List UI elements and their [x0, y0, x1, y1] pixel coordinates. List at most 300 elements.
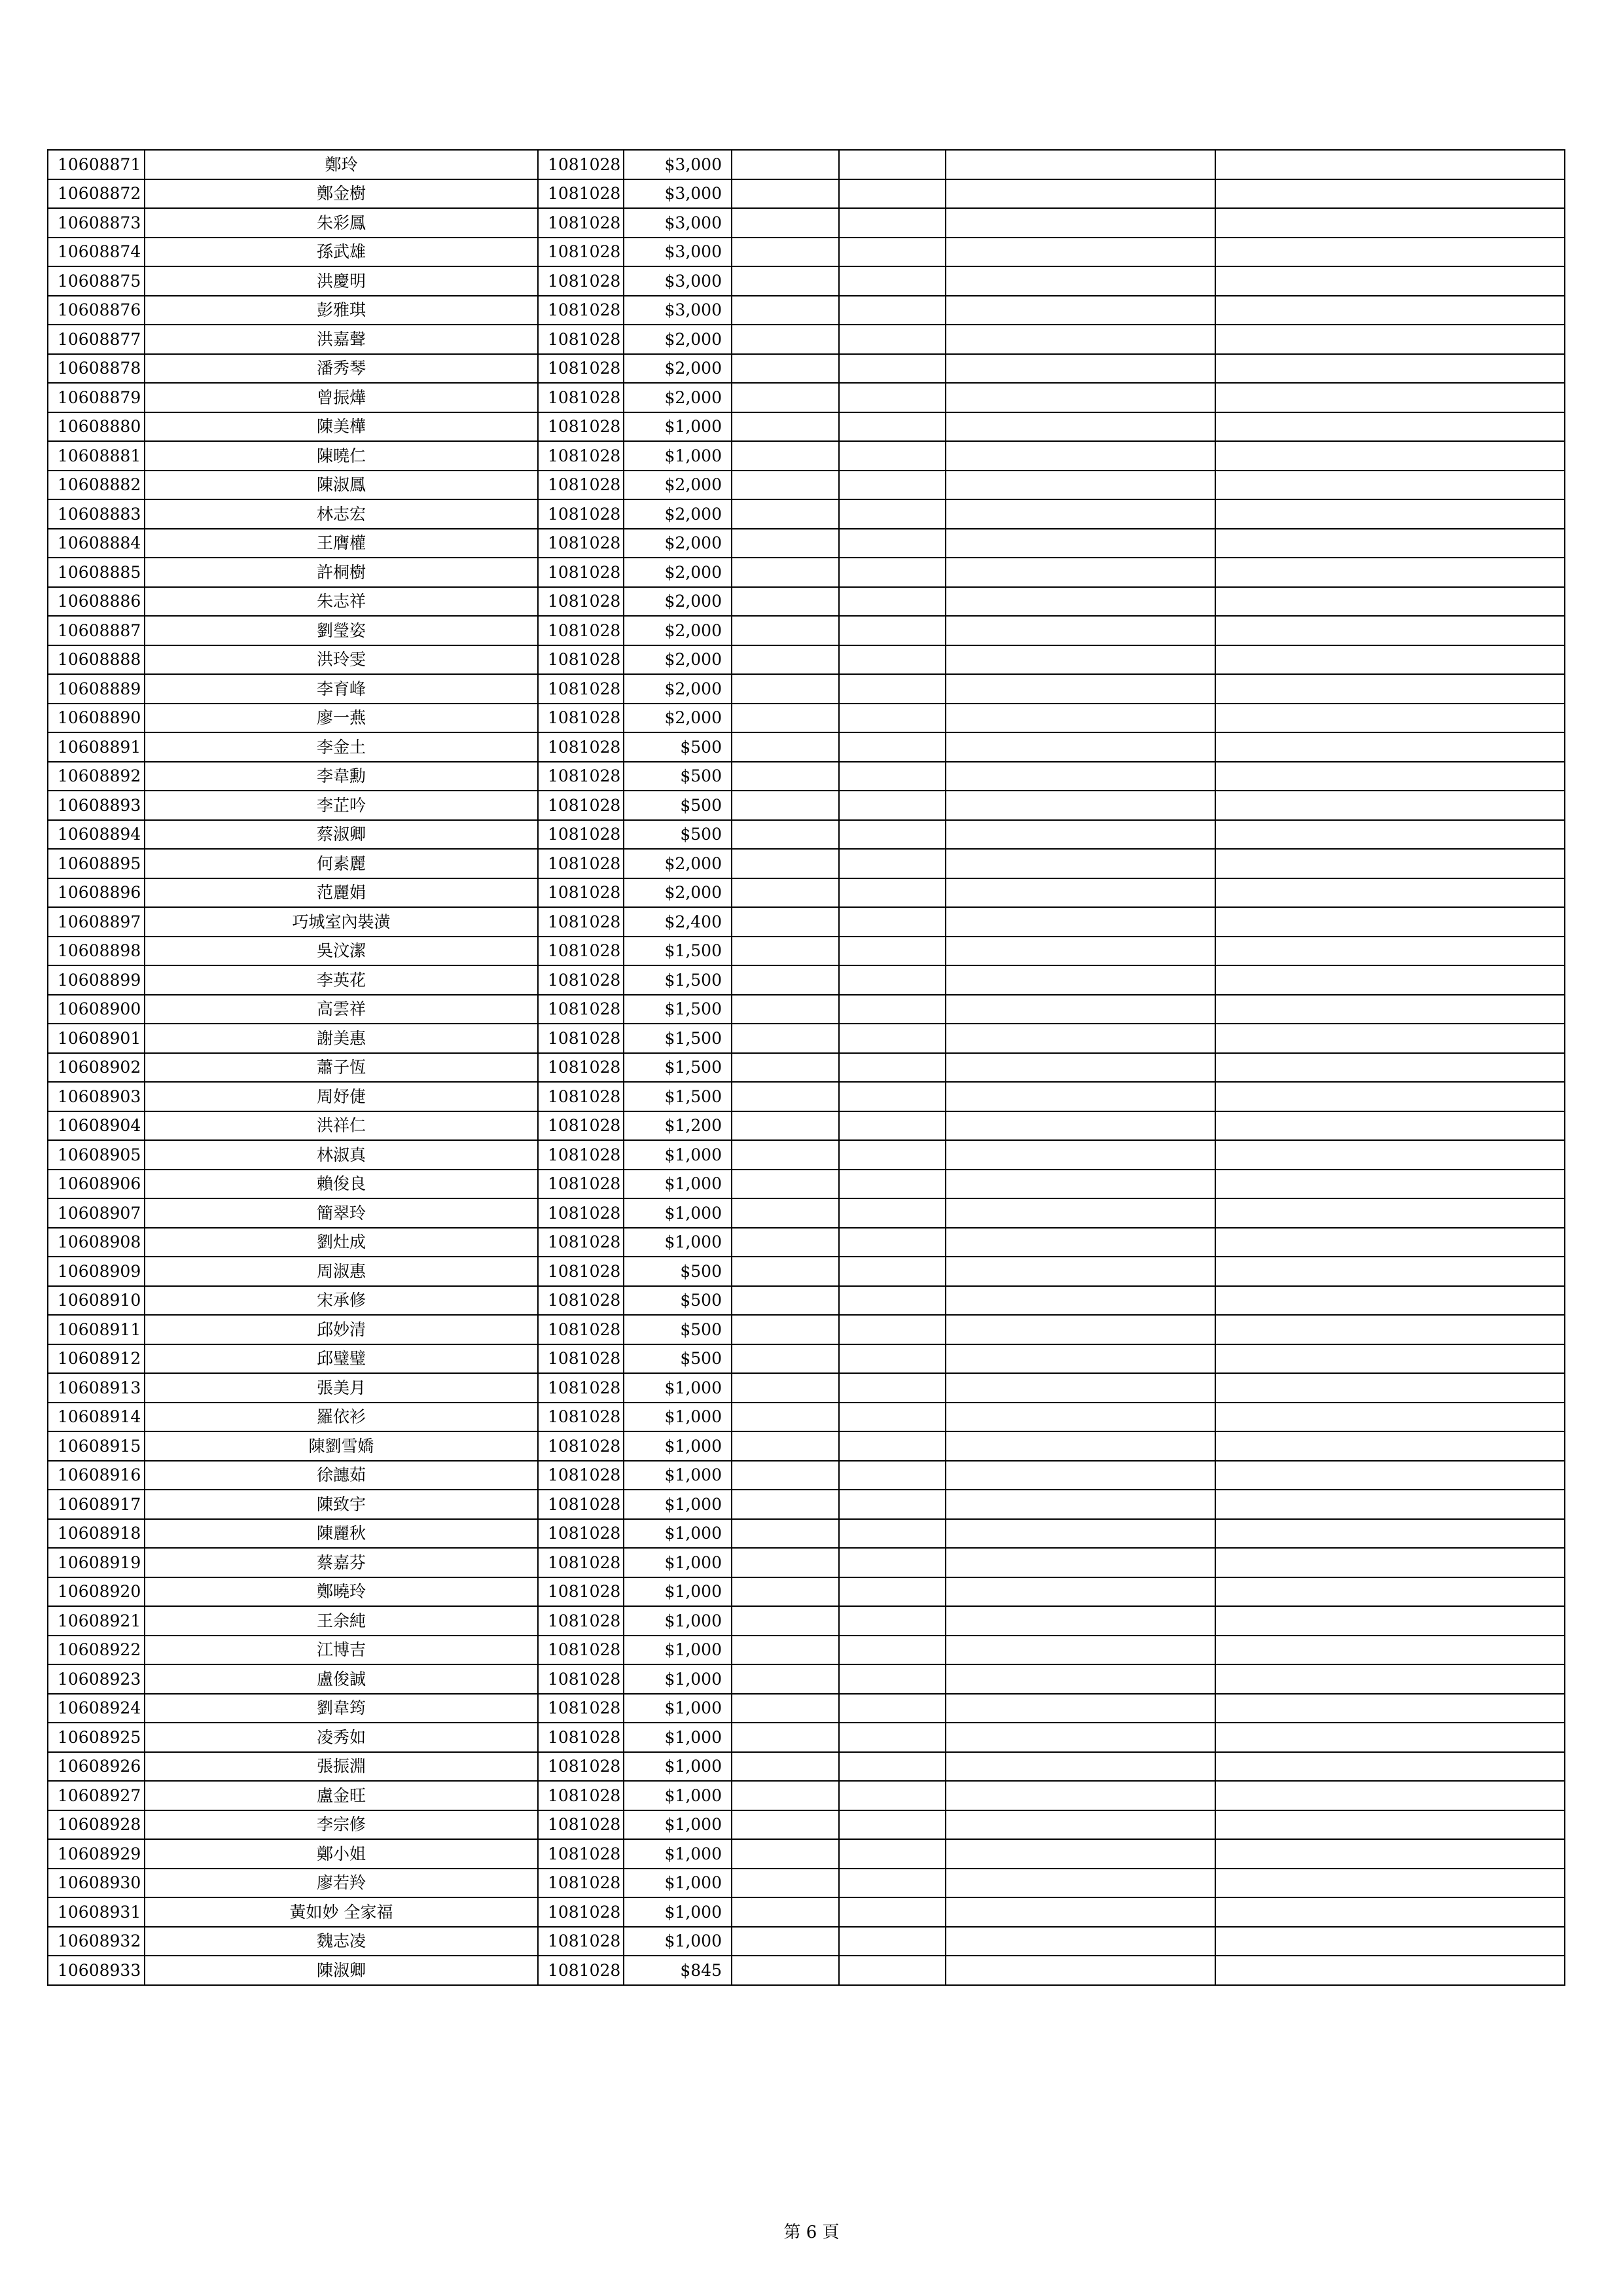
- date-cell: 1081028: [538, 1694, 624, 1723]
- empty-cell: [839, 471, 946, 500]
- empty-cell: [732, 849, 839, 878]
- empty-cell: [946, 1140, 1215, 1170]
- empty-cell: [839, 1606, 946, 1636]
- date-cell: 1081028: [538, 1315, 624, 1344]
- table-row: [48, 1781, 1565, 1810]
- empty-cell: [1215, 179, 1565, 209]
- empty-cell: [1215, 907, 1565, 937]
- empty-cell: [946, 1548, 1215, 1577]
- empty-cell: [732, 1082, 839, 1111]
- date-cell: 1081028: [538, 791, 624, 820]
- donor-name-cell: 廖若羚: [145, 1869, 538, 1898]
- donor-name-cell: 巧城室內裝潢: [145, 907, 538, 937]
- receipt-id-cell: 10608930: [48, 1869, 145, 1898]
- table-row: [48, 849, 1565, 878]
- empty-cell: [946, 471, 1215, 500]
- donor-name-cell: 王余純: [145, 1606, 538, 1636]
- table-row: [48, 499, 1565, 529]
- amount-cell: $2,000: [624, 558, 732, 587]
- empty-cell: [839, 1636, 946, 1665]
- empty-cell: [1215, 587, 1565, 617]
- empty-cell: [839, 1053, 946, 1083]
- empty-cell: [946, 1839, 1215, 1869]
- date-cell: 1081028: [538, 471, 624, 500]
- empty-cell: [1215, 995, 1565, 1024]
- empty-cell: [839, 1257, 946, 1286]
- empty-cell: [732, 441, 839, 471]
- donor-name-cell: 陳曉仁: [145, 441, 538, 471]
- amount-cell: $2,000: [624, 674, 732, 704]
- empty-cell: [732, 1694, 839, 1723]
- receipt-id-cell: 10608927: [48, 1781, 145, 1810]
- table-row: [48, 1286, 1565, 1316]
- empty-cell: [1215, 937, 1565, 966]
- donor-name-cell: 鄭金樹: [145, 179, 538, 209]
- empty-cell: [1215, 878, 1565, 908]
- table-row: [48, 1927, 1565, 1956]
- empty-cell: [1215, 1257, 1565, 1286]
- donor-name-cell: 劉灶成: [145, 1228, 538, 1257]
- date-cell: 1081028: [538, 412, 624, 442]
- empty-cell: [732, 1810, 839, 1840]
- amount-cell: $1,000: [624, 441, 732, 471]
- empty-cell: [839, 1082, 946, 1111]
- table-row: [48, 587, 1565, 617]
- receipt-id-cell: 10608911: [48, 1315, 145, 1344]
- empty-cell: [732, 208, 839, 238]
- empty-cell: [946, 820, 1215, 850]
- empty-cell: [1215, 1636, 1565, 1665]
- empty-cell: [946, 529, 1215, 558]
- donor-name-cell: 潘秀琴: [145, 354, 538, 384]
- donor-name-cell: 廖一燕: [145, 704, 538, 733]
- donor-name-cell: 蔡淑卿: [145, 820, 538, 850]
- donor-name-cell: 范麗娟: [145, 878, 538, 908]
- date-cell: 1081028: [538, 1752, 624, 1782]
- receipt-id-cell: 10608878: [48, 354, 145, 384]
- donor-name-cell: 蔡嘉芬: [145, 1548, 538, 1577]
- amount-cell: $1,000: [624, 1839, 732, 1869]
- receipt-id-cell: 10608882: [48, 471, 145, 500]
- amount-cell: $1,000: [624, 1810, 732, 1840]
- empty-cell: [732, 965, 839, 995]
- table-row: [48, 1723, 1565, 1752]
- amount-cell: $2,000: [624, 849, 732, 878]
- amount-cell: $1,000: [624, 1897, 732, 1927]
- empty-cell: [839, 383, 946, 412]
- donor-name-cell: 孫武雄: [145, 238, 538, 267]
- empty-cell: [946, 1403, 1215, 1432]
- date-cell: 1081028: [538, 1140, 624, 1170]
- receipt-id-cell: 10608874: [48, 238, 145, 267]
- receipt-id-cell: 10608879: [48, 383, 145, 412]
- empty-cell: [732, 1315, 839, 1344]
- empty-cell: [946, 645, 1215, 675]
- empty-cell: [946, 616, 1215, 645]
- receipt-id-cell: 10608913: [48, 1373, 145, 1403]
- empty-cell: [1215, 849, 1565, 878]
- empty-cell: [732, 1577, 839, 1607]
- donor-name-cell: 陳美樺: [145, 412, 538, 442]
- date-cell: 1081028: [538, 1869, 624, 1898]
- table-row: [48, 150, 1565, 179]
- empty-cell: [1215, 412, 1565, 442]
- receipt-id-cell: 10608880: [48, 412, 145, 442]
- amount-cell: $3,000: [624, 208, 732, 238]
- empty-cell: [946, 1024, 1215, 1053]
- receipt-id-cell: 10608897: [48, 907, 145, 937]
- empty-cell: [1215, 1869, 1565, 1898]
- receipt-id-cell: 10608898: [48, 937, 145, 966]
- empty-cell: [732, 1257, 839, 1286]
- date-cell: 1081028: [538, 965, 624, 995]
- amount-cell: $2,000: [624, 645, 732, 675]
- donor-name-cell: 謝美惠: [145, 1024, 538, 1053]
- empty-cell: [839, 907, 946, 937]
- empty-cell: [732, 1869, 839, 1898]
- amount-cell: $1,000: [624, 1606, 732, 1636]
- empty-cell: [732, 1286, 839, 1316]
- empty-cell: [839, 995, 946, 1024]
- amount-cell: $3,000: [624, 179, 732, 209]
- amount-cell: $2,000: [624, 529, 732, 558]
- empty-cell: [946, 1897, 1215, 1927]
- empty-cell: [732, 616, 839, 645]
- amount-cell: $3,000: [624, 238, 732, 267]
- empty-cell: [732, 1111, 839, 1141]
- empty-cell: [1215, 325, 1565, 354]
- amount-cell: $2,000: [624, 704, 732, 733]
- donor-name-cell: 邱璧璧: [145, 1344, 538, 1374]
- empty-cell: [1215, 1315, 1565, 1344]
- empty-cell: [946, 150, 1215, 179]
- donor-name-cell: 魏志凌: [145, 1927, 538, 1956]
- date-cell: 1081028: [538, 238, 624, 267]
- table-row: [48, 995, 1565, 1024]
- empty-cell: [839, 179, 946, 209]
- empty-cell: [946, 1694, 1215, 1723]
- receipt-id-cell: 10608933: [48, 1956, 145, 1985]
- empty-cell: [839, 208, 946, 238]
- empty-cell: [1215, 1082, 1565, 1111]
- date-cell: 1081028: [538, 1198, 624, 1228]
- date-cell: 1081028: [538, 1431, 624, 1461]
- date-cell: 1081028: [538, 1577, 624, 1607]
- ledger-body: [48, 150, 1565, 1985]
- table-row: [48, 354, 1565, 384]
- table-row: [48, 1519, 1565, 1549]
- empty-cell: [1215, 1286, 1565, 1316]
- date-cell: 1081028: [538, 1257, 624, 1286]
- receipt-id-cell: 10608909: [48, 1257, 145, 1286]
- empty-cell: [946, 878, 1215, 908]
- receipt-id-cell: 10608883: [48, 499, 145, 529]
- empty-cell: [839, 937, 946, 966]
- table-row: [48, 1403, 1565, 1432]
- empty-cell: [946, 1111, 1215, 1141]
- empty-cell: [946, 849, 1215, 878]
- donor-name-cell: 高雲祥: [145, 995, 538, 1024]
- amount-cell: $1,500: [624, 1024, 732, 1053]
- table-row: [48, 1606, 1565, 1636]
- empty-cell: [839, 238, 946, 267]
- donor-name-cell: 陳劉雪嬌: [145, 1431, 538, 1461]
- empty-cell: [839, 587, 946, 617]
- empty-cell: [839, 1315, 946, 1344]
- receipt-id-cell: 10608886: [48, 587, 145, 617]
- empty-cell: [732, 1519, 839, 1549]
- amount-cell: $500: [624, 1315, 732, 1344]
- empty-cell: [839, 1723, 946, 1752]
- receipt-id-cell: 10608873: [48, 208, 145, 238]
- receipt-id-cell: 10608903: [48, 1082, 145, 1111]
- donor-name-cell: 李宗修: [145, 1810, 538, 1840]
- receipt-id-cell: 10608884: [48, 529, 145, 558]
- receipt-id-cell: 10608915: [48, 1431, 145, 1461]
- date-cell: 1081028: [538, 849, 624, 878]
- empty-cell: [946, 1490, 1215, 1519]
- empty-cell: [732, 1198, 839, 1228]
- receipt-id-cell: 10608872: [48, 179, 145, 209]
- empty-cell: [1215, 1111, 1565, 1141]
- empty-cell: [732, 266, 839, 296]
- donation-ledger-table: [47, 149, 1565, 1986]
- amount-cell: $1,000: [624, 1140, 732, 1170]
- amount-cell: $1,000: [624, 1723, 732, 1752]
- empty-cell: [946, 1664, 1215, 1694]
- donor-name-cell: 陳淑卿: [145, 1956, 538, 1985]
- empty-cell: [732, 820, 839, 850]
- empty-cell: [732, 645, 839, 675]
- table-row: [48, 1869, 1565, 1898]
- donor-name-cell: 朱志祥: [145, 587, 538, 617]
- empty-cell: [732, 1956, 839, 1985]
- empty-cell: [1215, 1927, 1565, 1956]
- empty-cell: [839, 732, 946, 762]
- empty-cell: [946, 1577, 1215, 1607]
- donor-name-cell: 李金土: [145, 732, 538, 762]
- donor-name-cell: 洪玲雯: [145, 645, 538, 675]
- receipt-id-cell: 10608876: [48, 296, 145, 325]
- date-cell: 1081028: [538, 558, 624, 587]
- empty-cell: [946, 791, 1215, 820]
- amount-cell: $1,000: [624, 1403, 732, 1432]
- empty-cell: [839, 1897, 946, 1927]
- empty-cell: [839, 1927, 946, 1956]
- receipt-id-cell: 10608892: [48, 762, 145, 791]
- date-cell: 1081028: [538, 1519, 624, 1549]
- table-row: [48, 1198, 1565, 1228]
- empty-cell: [946, 1286, 1215, 1316]
- amount-cell: $1,500: [624, 937, 732, 966]
- receipt-id-cell: 10608890: [48, 704, 145, 733]
- table-row: [48, 412, 1565, 442]
- date-cell: 1081028: [538, 1781, 624, 1810]
- receipt-id-cell: 10608910: [48, 1286, 145, 1316]
- empty-cell: [946, 1228, 1215, 1257]
- table-row: [48, 1752, 1565, 1782]
- donor-name-cell: 周淑惠: [145, 1257, 538, 1286]
- amount-cell: $2,000: [624, 878, 732, 908]
- receipt-id-cell: 10608875: [48, 266, 145, 296]
- donor-name-cell: 林淑真: [145, 1140, 538, 1170]
- table-row: [48, 1810, 1565, 1840]
- amount-cell: $500: [624, 1257, 732, 1286]
- empty-cell: [732, 1431, 839, 1461]
- empty-cell: [946, 995, 1215, 1024]
- empty-cell: [839, 1461, 946, 1490]
- amount-cell: $500: [624, 732, 732, 762]
- donor-name-cell: 賴俊良: [145, 1170, 538, 1199]
- table-row: [48, 1344, 1565, 1374]
- receipt-id-cell: 10608929: [48, 1839, 145, 1869]
- receipt-id-cell: 10608907: [48, 1198, 145, 1228]
- donor-name-cell: 陳致宇: [145, 1490, 538, 1519]
- empty-cell: [1215, 266, 1565, 296]
- empty-cell: [839, 1519, 946, 1549]
- receipt-id-cell: 10608906: [48, 1170, 145, 1199]
- amount-cell: $1,500: [624, 965, 732, 995]
- amount-cell: $1,000: [624, 1752, 732, 1782]
- empty-cell: [1215, 441, 1565, 471]
- date-cell: 1081028: [538, 208, 624, 238]
- empty-cell: [839, 1170, 946, 1199]
- empty-cell: [1215, 1810, 1565, 1840]
- empty-cell: [946, 1257, 1215, 1286]
- empty-cell: [732, 791, 839, 820]
- table-row: [48, 1897, 1565, 1927]
- donor-name-cell: 洪嘉聲: [145, 325, 538, 354]
- amount-cell: $1,000: [624, 412, 732, 442]
- amount-cell: $2,000: [624, 354, 732, 384]
- empty-cell: [839, 1431, 946, 1461]
- receipt-id-cell: 10608896: [48, 878, 145, 908]
- amount-cell: $1,000: [624, 1869, 732, 1898]
- amount-cell: $1,200: [624, 1111, 732, 1141]
- table-row: [48, 1490, 1565, 1519]
- table-row: [48, 1664, 1565, 1694]
- empty-cell: [1215, 1373, 1565, 1403]
- date-cell: 1081028: [538, 1286, 624, 1316]
- table-row: [48, 1082, 1565, 1111]
- date-cell: 1081028: [538, 1228, 624, 1257]
- empty-cell: [839, 1548, 946, 1577]
- empty-cell: [946, 179, 1215, 209]
- receipt-id-cell: 10608900: [48, 995, 145, 1024]
- empty-cell: [946, 732, 1215, 762]
- date-cell: 1081028: [538, 1548, 624, 1577]
- receipt-id-cell: 10608921: [48, 1606, 145, 1636]
- date-cell: 1081028: [538, 441, 624, 471]
- empty-cell: [732, 1606, 839, 1636]
- empty-cell: [1215, 791, 1565, 820]
- empty-cell: [839, 412, 946, 442]
- empty-cell: [1215, 1228, 1565, 1257]
- receipt-id-cell: 10608895: [48, 849, 145, 878]
- empty-cell: [839, 1111, 946, 1141]
- empty-cell: [946, 1373, 1215, 1403]
- table-row: [48, 1636, 1565, 1665]
- date-cell: 1081028: [538, 645, 624, 675]
- table-row: [48, 1577, 1565, 1607]
- date-cell: 1081028: [538, 1111, 624, 1141]
- donor-name-cell: 林志宏: [145, 499, 538, 529]
- table-row: [48, 383, 1565, 412]
- empty-cell: [1215, 558, 1565, 587]
- donor-name-cell: 彭雅琪: [145, 296, 538, 325]
- donor-name-cell: 劉韋筠: [145, 1694, 538, 1723]
- empty-cell: [1215, 238, 1565, 267]
- table-row: [48, 965, 1565, 995]
- receipt-id-cell: 10608894: [48, 820, 145, 850]
- table-row: [48, 791, 1565, 820]
- empty-cell: [1215, 1053, 1565, 1083]
- empty-cell: [839, 1024, 946, 1053]
- empty-cell: [946, 499, 1215, 529]
- table-row: [48, 441, 1565, 471]
- donor-name-cell: 盧金旺: [145, 1781, 538, 1810]
- receipt-id-cell: 10608912: [48, 1344, 145, 1374]
- receipt-id-cell: 10608871: [48, 150, 145, 179]
- table-row: [48, 471, 1565, 500]
- table-row: [48, 674, 1565, 704]
- empty-cell: [732, 674, 839, 704]
- date-cell: 1081028: [538, 383, 624, 412]
- amount-cell: $1,000: [624, 1198, 732, 1228]
- table-row: [48, 238, 1565, 267]
- empty-cell: [1215, 1897, 1565, 1927]
- table-row: [48, 907, 1565, 937]
- empty-cell: [839, 558, 946, 587]
- empty-cell: [946, 937, 1215, 966]
- amount-cell: $1,000: [624, 1781, 732, 1810]
- amount-cell: $1,500: [624, 995, 732, 1024]
- empty-cell: [839, 441, 946, 471]
- empty-cell: [732, 937, 839, 966]
- empty-cell: [732, 412, 839, 442]
- empty-cell: [946, 1519, 1215, 1549]
- receipt-id-cell: 10608920: [48, 1577, 145, 1607]
- date-cell: 1081028: [538, 995, 624, 1024]
- date-cell: 1081028: [538, 354, 624, 384]
- table-row: [48, 1053, 1565, 1083]
- empty-cell: [1215, 1170, 1565, 1199]
- empty-cell: [732, 471, 839, 500]
- amount-cell: $2,000: [624, 616, 732, 645]
- empty-cell: [839, 849, 946, 878]
- empty-cell: [732, 1927, 839, 1956]
- empty-cell: [839, 645, 946, 675]
- amount-cell: $1,000: [624, 1431, 732, 1461]
- amount-cell: $3,000: [624, 296, 732, 325]
- empty-cell: [732, 1403, 839, 1432]
- date-cell: 1081028: [538, 704, 624, 733]
- receipt-id-cell: 10608899: [48, 965, 145, 995]
- date-cell: 1081028: [538, 179, 624, 209]
- empty-cell: [1215, 704, 1565, 733]
- empty-cell: [732, 383, 839, 412]
- empty-cell: [732, 1636, 839, 1665]
- empty-cell: [732, 354, 839, 384]
- empty-cell: [946, 1606, 1215, 1636]
- table-row: [48, 1461, 1565, 1490]
- receipt-id-cell: 10608926: [48, 1752, 145, 1782]
- empty-cell: [946, 1927, 1215, 1956]
- empty-cell: [732, 179, 839, 209]
- receipt-id-cell: 10608922: [48, 1636, 145, 1665]
- table-row: [48, 1694, 1565, 1723]
- empty-cell: [1215, 529, 1565, 558]
